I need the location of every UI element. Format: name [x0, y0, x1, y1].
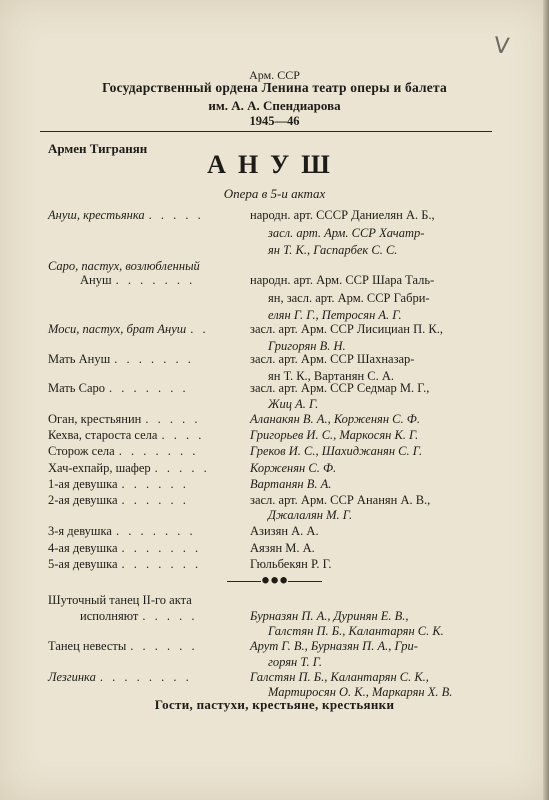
dance-role: Лезгинка . . . . . . . . — [48, 670, 192, 684]
cast-actor: Греков И. С., Шахиджанян С. Г. — [250, 444, 423, 458]
cast-role: 2-ая девушка . . . . . . — [48, 493, 189, 507]
cast-actor: Азизян А. А. — [250, 524, 319, 538]
dance-role: Танец невесты . . . . . . — [48, 639, 198, 653]
cast-role: Ануш . . . . . . . — [80, 273, 196, 287]
cast-actor: Жиц А. Г. — [268, 397, 319, 411]
handwritten-check-mark: V — [492, 33, 511, 60]
dance-actor: горян Т. Г. — [268, 655, 323, 669]
dance-actor: Мартиросян О. К., Маркарян Х. В. — [268, 685, 453, 699]
dance-actor: Бурназян П. А., Дуринян Е. В., — [250, 609, 409, 623]
cast-actor: ян Т. К., Вартанян С. А. — [268, 369, 395, 383]
cast-role: Саро, пастух, возлюбленный — [48, 259, 200, 273]
cast-actor: Григорьев И. С., Маркосян К. Г. — [250, 428, 419, 442]
header-divider — [40, 131, 492, 132]
cast-role: Оган, крестьянин . . . . . — [48, 412, 201, 426]
header-theatre: Государственный ордена Ленина театр оперы и балета — [102, 80, 447, 95]
header-republic: Арм. ССР — [249, 68, 300, 82]
cast-actor: Гюльбекян Р. Г. — [250, 557, 332, 571]
opera-subtitle: Опера в 5-и актах — [223, 186, 326, 201]
cast-actor: ян, засл. арт. Арм. ССР Габри- — [268, 291, 430, 305]
opera-title: АНУШ — [207, 150, 342, 179]
cast-actor: елян Г. Г., Петросян А. Г. — [268, 308, 402, 322]
cast-role: Сторож села . . . . . . . — [48, 444, 199, 458]
chorus-list: Гости, пастухи, крестьяне, крестьянки — [154, 697, 395, 712]
dance-role: исполняют . . . . . — [80, 609, 198, 623]
cast-role: 3-я девушка . . . . . . . — [48, 524, 196, 538]
composer-name: Армен Тигранян — [48, 141, 148, 156]
cast-actor: Джалалян М. Г. — [268, 508, 353, 522]
cast-actor: Григорян В. Н. — [268, 339, 346, 353]
cast-role: Моси, пастух, брат Ануш . . — [48, 322, 209, 336]
cast-role: Мать Саро . . . . . . . — [48, 381, 189, 395]
cast-actor: Корженян С. Ф. — [250, 461, 337, 475]
dance-role: Шуточный танец II-го акта — [48, 593, 192, 607]
cast-actor: Аязян М. А. — [250, 541, 315, 555]
cast-actor: народн. арт. СССР Даниелян А. Б., — [250, 208, 435, 222]
cast-actor: Аланакян В. А., Корженян С. Ф. — [250, 412, 420, 426]
cast-role: Ануш, крестьянка . . . . . — [48, 208, 204, 222]
header-named-after: им. А. А. Спендиарова — [208, 98, 341, 113]
cast-actor: засл. арт. Арм. ССР Шахназар- — [250, 352, 415, 366]
cast-role: Мать Ануш . . . . . . . — [48, 352, 194, 366]
cast-actor: засл. арт. Арм. ССР Ананян А. В., — [250, 493, 431, 507]
cast-actor: засл. арт. Арм. ССР Седмар М. Г., — [250, 381, 430, 395]
cast-actor: народн. арт. Арм. ССР Шара Таль- — [250, 273, 435, 287]
cast-role: Кехва, староста села . . . . — [48, 428, 205, 442]
dance-actor: Галстян П. Б., Калантарян С. К. — [268, 624, 444, 638]
cast-role: 5-ая девушка . . . . . . . — [48, 557, 202, 571]
dance-actor: Арут Г. В., Бурназян П. А., Гри- — [250, 639, 418, 653]
cast-role: 1-ая девушка . . . . . . — [48, 477, 189, 491]
header-season: 1945—46 — [249, 114, 300, 128]
cast-actor: засл. арт. Арм. ССР Лисициан П. К., — [250, 322, 443, 336]
cast-role: 4-ая девушка . . . . . . . — [48, 541, 202, 555]
dance-actor: Галстян П. Б., Калантарян С. К., — [250, 670, 429, 684]
cast-actor: ян Т. К., Гаспарбек С. С. — [268, 243, 398, 257]
section-ornament: ●●● — [0, 572, 549, 590]
cast-actor: засл. арт. Арм. ССР Хачатр- — [268, 226, 425, 240]
cast-role: Хач-ехпайр, шафер . . . . . — [48, 461, 210, 475]
cast-actor: Вартанян В. А. — [250, 477, 332, 491]
